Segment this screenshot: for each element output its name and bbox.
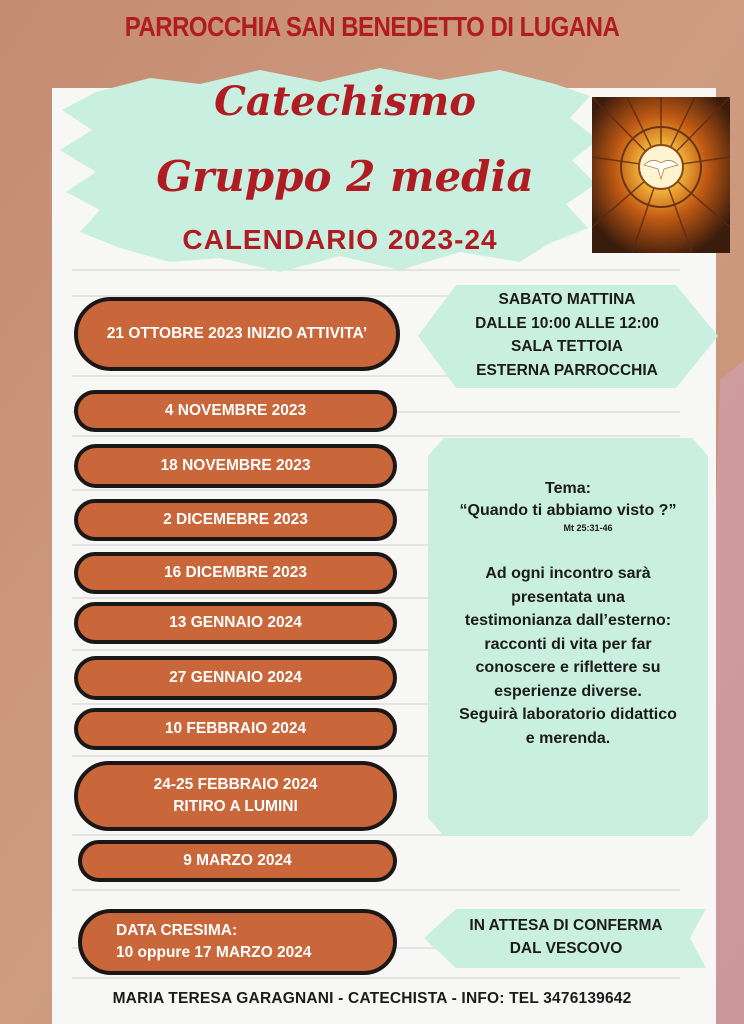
date-pill-start: 21 OTTOBRE 2023 INIZIO ATTIVITA’ bbox=[74, 297, 400, 371]
schedule-line: ESTERNA PARROCCHIA bbox=[476, 361, 658, 379]
date-pill: 16 DICEMBRE 2023 bbox=[74, 552, 397, 594]
date-pill: 13 GENNAIO 2024 bbox=[74, 602, 397, 644]
holy-spirit-dove-stained-glass-icon bbox=[592, 97, 730, 253]
confirmation-line: DAL VESCOVO bbox=[509, 940, 623, 957]
title-group: Gruppo 2 media bbox=[156, 152, 534, 201]
date-pill: 10 FEBBRAIO 2024 bbox=[74, 708, 397, 750]
theme-label: Tema: bbox=[545, 480, 591, 497]
date-pill: 4 NOVEMBRE 2023 bbox=[74, 390, 397, 432]
calendar-heading: CALENDARIO 2023-24 bbox=[182, 224, 498, 255]
theme-description-line: testimonianza dall’esterno: bbox=[464, 612, 672, 629]
date-pill: 9 MARZO 2024 bbox=[78, 840, 397, 882]
theme-description-line: e merenda. bbox=[525, 729, 611, 747]
date-pill: 27 GENNAIO 2024 bbox=[74, 656, 397, 700]
theme-description-line: presentata una bbox=[511, 588, 625, 606]
theme-description-line: Ad ogni incontro sarà bbox=[485, 565, 651, 582]
footer-contact: MARIA TERESA GARAGNANI - CATECHISTA - INFO: TEL 3476139642 bbox=[112, 990, 632, 1007]
schedule-info bbox=[456, 288, 678, 382]
date-pill-retreat: 24-25 FEBBRAIO 2024 RITIRO A LUMINI bbox=[74, 761, 397, 831]
confirmation-note bbox=[448, 914, 684, 960]
schedule-line: SABATO MATTINA bbox=[498, 291, 636, 308]
theme-description-line: esperienze diverse. bbox=[494, 682, 642, 700]
confirmation-date-pill: DATA CRESIMA: 10 oppure 17 MARZO 2024 bbox=[78, 909, 397, 975]
date-pill: 18 NOVEMBRE 2023 bbox=[74, 444, 397, 488]
theme-quote: “Quando ti abbiamo visto ?” bbox=[459, 502, 677, 519]
title-catechismo: Catechismo bbox=[214, 78, 476, 125]
schedule-line: SALA TETTOIA bbox=[511, 338, 623, 355]
theme-reference: Mt 25:31-46 bbox=[563, 523, 613, 533]
theme-description-line: conoscere e riflettere su bbox=[475, 659, 661, 676]
theme-description-line: Seguirà laboratorio didattico bbox=[459, 706, 677, 723]
theme-description-line: racconti di vita per far bbox=[484, 635, 652, 653]
theme-box bbox=[432, 478, 704, 750]
date-pill: 2 DICEMEBRE 2023 bbox=[74, 499, 397, 541]
confirmation-line: IN ATTESA DI CONFERMA bbox=[469, 917, 663, 934]
parish-name: PARROCCHIA SAN BENEDETTO DI LUGANA bbox=[124, 11, 620, 43]
schedule-line: DALLE 10:00 ALLE 12:00 bbox=[475, 314, 659, 332]
